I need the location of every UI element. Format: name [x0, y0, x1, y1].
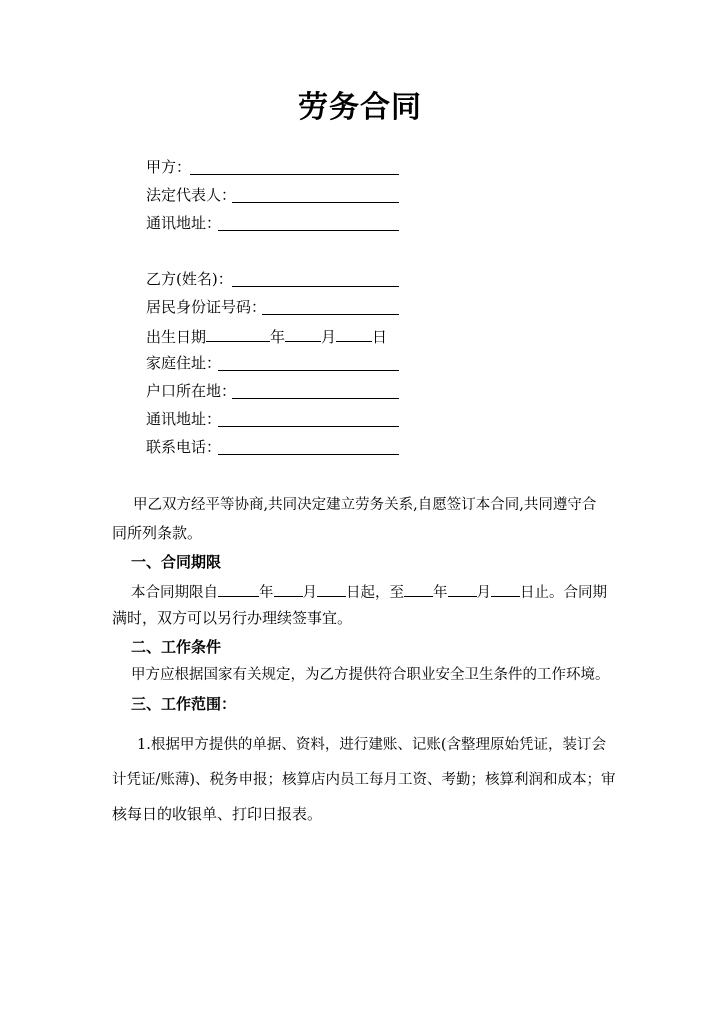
intro-line-1: 甲乙双方经平等协商,共同决定建立劳务关系,自愿签订本合同,共同遵守合 — [133, 497, 597, 513]
term-line-1 — [131, 579, 607, 604]
term-line-2: 满时，双方可以另行办理续签事宜。 — [112, 609, 353, 627]
party-a-label: 甲方： — [146, 158, 192, 176]
phone-blank[interactable] — [218, 454, 399, 455]
home-address-blank[interactable] — [218, 370, 399, 371]
id-number-label: 居民身份证号码： — [146, 298, 267, 316]
document-title: 劳务合同 — [298, 90, 422, 125]
intro-line-2: 同所列条款。 — [112, 524, 203, 542]
section-3-heading: 三、工作范围： — [131, 695, 237, 713]
legal-rep-blank[interactable] — [232, 202, 399, 203]
party-a-address-label: 通讯地址： — [146, 214, 222, 232]
start-year-blank[interactable] — [218, 579, 259, 597]
scope-line-2: 计凭证/账薄)、税务申报；核算店内员工每月工资、考勤；核算利润和成本；审 — [112, 772, 616, 788]
birth-month-blank[interactable] — [285, 324, 321, 342]
legal-rep-label: 法定代表人： — [146, 186, 237, 204]
end-month-blank[interactable] — [448, 579, 477, 597]
start-day-blank[interactable] — [317, 579, 346, 597]
phone-label: 联系电话： — [146, 438, 222, 456]
end-year-blank[interactable] — [404, 579, 433, 597]
party-a-blank[interactable] — [190, 174, 399, 175]
section-2-body: 甲方应根据国家有关规定，为乙方提供符合职业安全卫生条件的工作环境。 — [131, 667, 610, 683]
party-b-label: 乙方(姓名)： — [146, 270, 233, 288]
party-b-blank[interactable] — [232, 286, 399, 287]
term-text-4: 日起，至 — [346, 585, 404, 601]
id-number-blank[interactable] — [262, 314, 399, 315]
hukou-label: 户口所在地： — [146, 382, 237, 400]
term-text-2: 年 — [259, 585, 274, 601]
birth-day-label: 日 — [372, 328, 388, 346]
term-text-1: 本合同期限自 — [131, 585, 218, 601]
scope-line-3: 核每日的收银单、打印日报表。 — [112, 805, 323, 823]
home-address-label: 家庭住址： — [146, 354, 222, 372]
birth-year-label: 年 — [270, 328, 286, 346]
party-a-address-blank[interactable] — [218, 230, 399, 231]
term-text-3: 月 — [302, 585, 317, 601]
hukou-blank[interactable] — [232, 398, 399, 399]
birth-year-blank[interactable] — [206, 324, 270, 342]
birth-month-label: 月 — [321, 328, 337, 346]
birth-day-blank[interactable] — [336, 324, 372, 342]
section-2-heading: 二、工作条件 — [131, 638, 222, 656]
party-b-address-label: 通讯地址： — [146, 410, 222, 428]
birth-date-label: 出生日期 — [146, 328, 207, 346]
term-text-5: 年 — [433, 585, 448, 601]
section-1-heading: 一、合同期限 — [131, 553, 222, 571]
scope-line-1: 1.根据甲方提供的单据、资料，进行建账、记账(含整理原始凭证，装订会 — [137, 737, 606, 753]
birth-date-row — [146, 324, 387, 346]
party-b-address-blank[interactable] — [218, 426, 399, 427]
term-text-7: 日止。合同期 — [520, 585, 607, 601]
start-month-blank[interactable] — [274, 579, 303, 597]
end-day-blank[interactable] — [491, 579, 520, 597]
term-text-6: 月 — [476, 585, 491, 601]
